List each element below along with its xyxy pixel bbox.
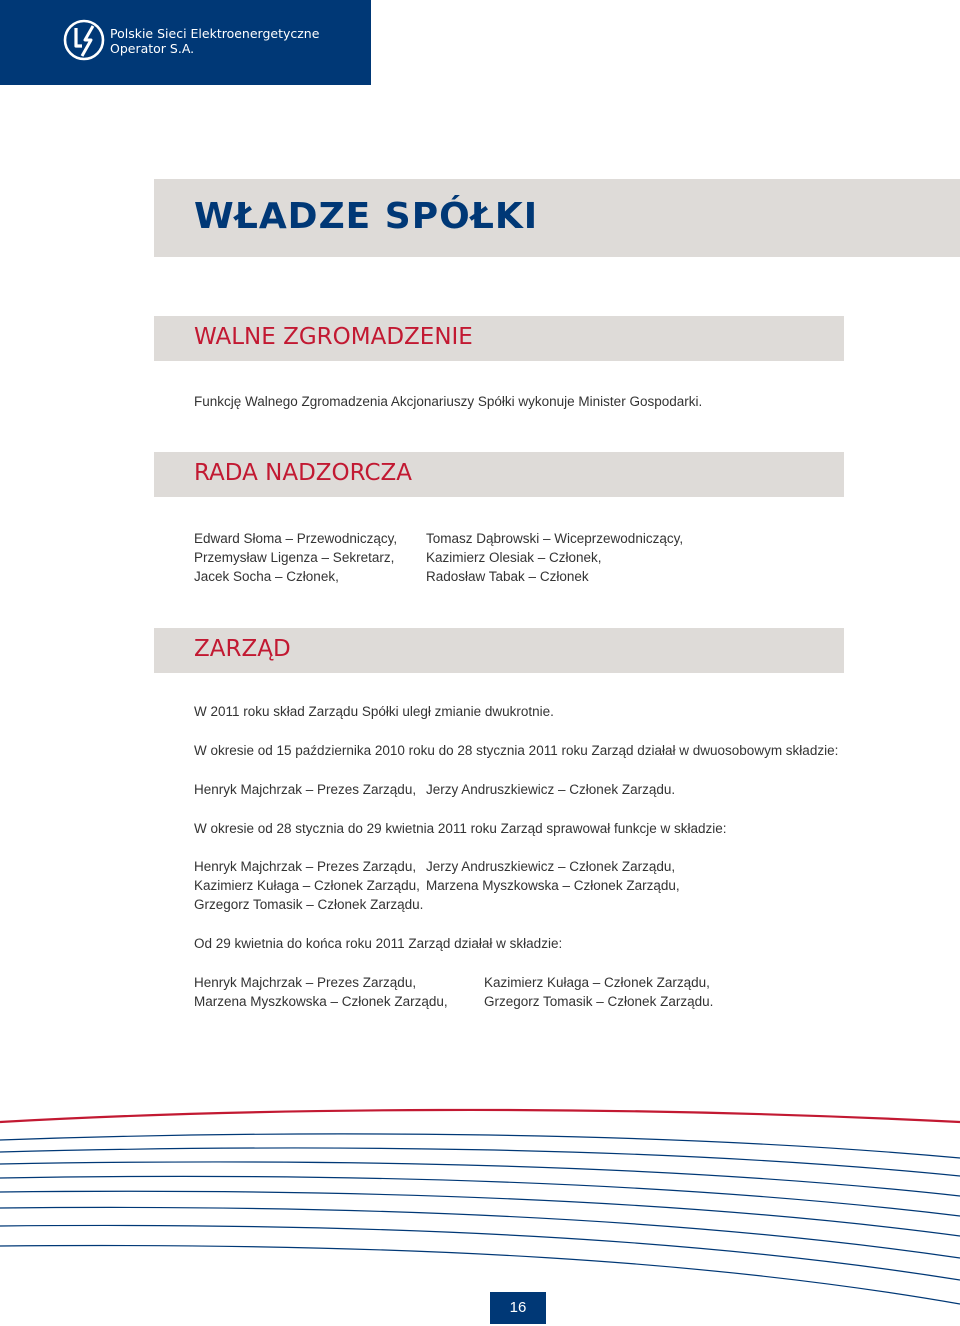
rada-member: Kazimierz Olesiak – Członek, [426,550,602,565]
zarzad-period3-text: Od 29 kwietnia do końca roku 2011 Zarząd działał w składzie: [194,936,563,951]
rada-member: Edward Słoma – Przewodniczący, [194,531,398,546]
period1-left-column [194,780,416,799]
board-member: Henryk Majchrzak – Prezes Zarządu, [194,782,417,797]
period1-right-column [426,780,675,799]
section-title-rada: RADA NADZORCZA [194,460,413,486]
period3-right-column [484,973,713,1011]
page-title: WŁADZE SPÓŁKI [194,196,539,237]
section-title-walne: WALNE ZGROMADZENIE [194,324,473,350]
board-member: Kazimierz Kułaga – Członek Zarządu, [194,878,420,893]
company-name-line2: Operator S.A. [110,41,195,56]
board-member: Henryk Majchrzak – Prezes Zarządu, [194,975,417,990]
period3-left-column [194,973,448,1011]
period2-right-column [426,857,680,895]
board-member: Marzena Myszkowska – Członek Zarządu, [426,878,680,893]
board-member: Jerzy Andruszkiewicz – Członek Zarządu. [426,782,676,797]
zarzad-period2-text: W okresie od 28 stycznia do 29 kwietnia 2011 roku Zarząd sprawował funkcje w składzie: [194,821,727,836]
period2-left-column [194,857,423,914]
header-bar [0,0,371,85]
zarzad-period1-text: W okresie od 15 października 2010 roku do 28 stycznia 2011 roku Zarząd działał w dwuosobowym składzie: [194,743,839,758]
board-member: Kazimierz Kułaga – Członek Zarządu, [484,975,710,990]
section-title-zarzad: ZARZĄD [194,636,291,662]
company-name [110,26,319,56]
pse-logo-icon [62,18,106,62]
board-member: Grzegorz Tomasik – Członek Zarządu. [484,994,714,1009]
rada-member: Jacek Socha – Członek, [194,569,339,584]
walne-text: Funkcję Walnego Zgromadzenia Akcjonariuszy Spółki wykonuje Minister Gospodarki. [194,394,703,409]
company-name-line1: Polskie Sieci Elektroenergetyczne [110,26,320,41]
rada-member: Radosław Tabak – Członek [426,569,589,584]
footer-wave-decoration [0,1100,960,1326]
rada-member: Przemysław Ligenza – Sekretarz, [194,550,395,565]
rada-left-column [194,529,397,586]
board-member: Marzena Myszkowska – Członek Zarządu, [194,994,448,1009]
board-member: Jerzy Andruszkiewicz – Członek Zarządu, [426,859,676,874]
rada-right-column [426,529,683,586]
board-member: Grzegorz Tomasik – Członek Zarządu. [194,897,424,912]
page-number: 16 [490,1292,546,1324]
rada-member: Tomasz Dąbrowski – Wiceprzewodniczący, [426,531,684,546]
board-member: Henryk Majchrzak – Prezes Zarządu, [194,859,417,874]
zarzad-intro: W 2011 roku skład Zarządu Spółki uległ zmianie dwukrotnie. [194,704,554,719]
